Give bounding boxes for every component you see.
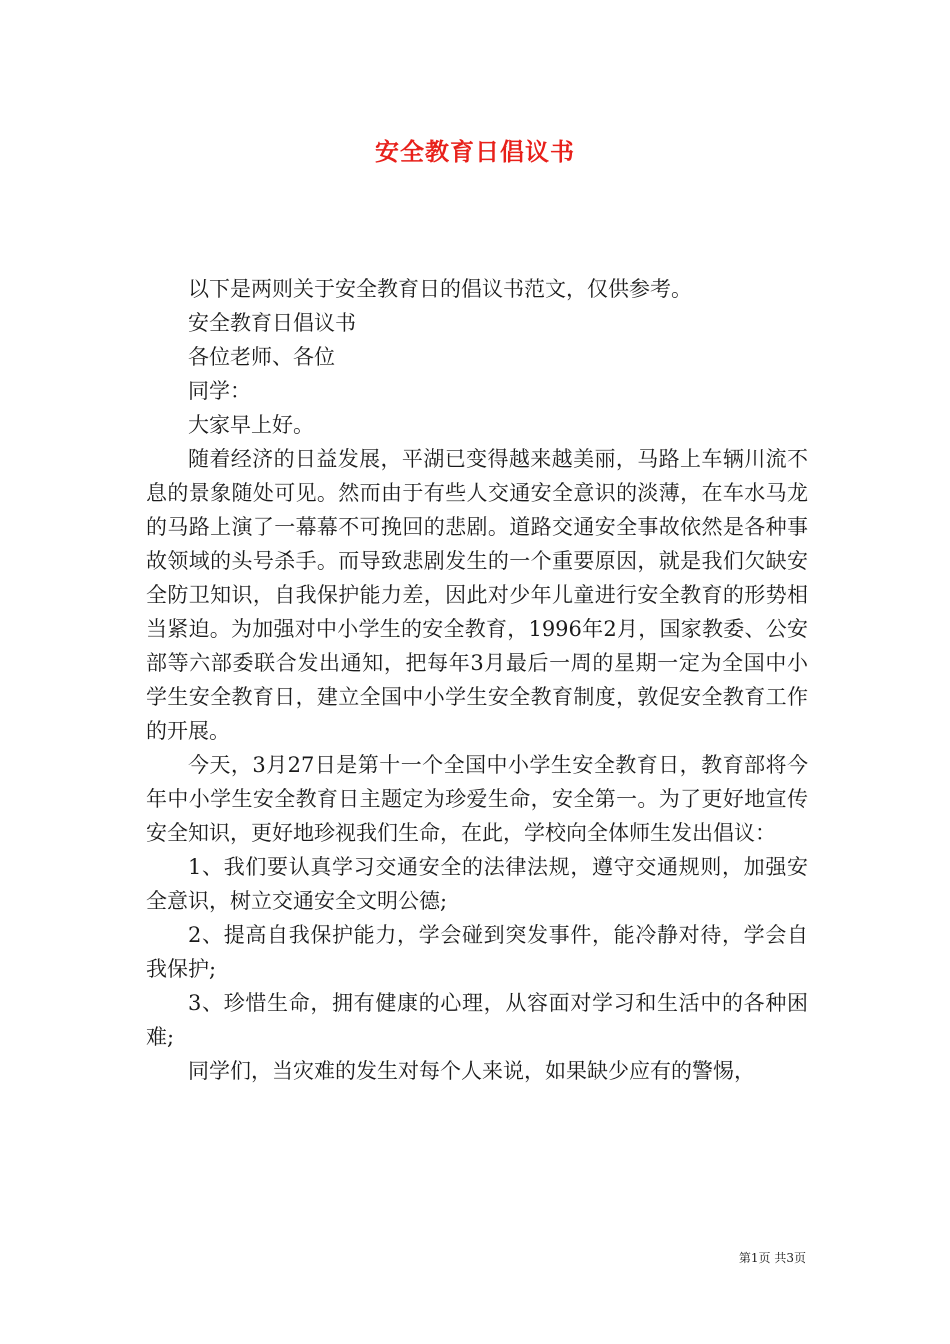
- page-number: 第1页 共3页: [738, 1251, 806, 1265]
- paragraph: 以下是两则关于安全教育日的倡议书范文，仅供参考。: [188, 277, 692, 301]
- paragraph: 同学：: [188, 379, 251, 403]
- paragraph: 随着经济的日益发展，平湖已变得越来越美丽，马路上车辆川流不息的景象随处可见。然而由于有些人交通安全意识的淡薄，在车水马龙的马路上演了一幕幕不可挽回的悲剧。道路交通安全事故依然是各种事故领域的头号杀手。而导致悲剧发生的一个重要原因，就是我们欠缺安全防卫知识，自我保护能力差，因此对少年儿童进行安全教育的形势相当紧迫。为加强对中小学生的安全教育，1996年2月，国家教委、公安部等六部委联合发出通知，把每年3月最后一周的星期一定为全国中小学生安全教育日，建立全国中小学生安全教育制度，敦促安全教育工作的开展。: [146, 447, 808, 743]
- paragraph: 3、珍惜生命，拥有健康的心理，从容面对学习和生活中的各种困难;: [146, 991, 808, 1049]
- paragraph: 2、提高自我保护能力，学会碰到突发事件，能冷静对待，学会自我保护;: [146, 923, 808, 981]
- paragraph: 各位老师、各位: [188, 345, 335, 369]
- document-title: 安全教育日倡议书: [375, 137, 575, 166]
- paragraph: 安全教育日倡议书: [188, 311, 356, 335]
- paragraph: 今天，3月27日是第十一个全国中小学生安全教育日，教育部将今年中小学生安全教育日主题定为珍爱生命，安全第一。为了更好地宣传安全知识，更好地珍视我们生命，在此，学校向全体师生发出倡议：: [146, 753, 808, 845]
- paragraph: 同学们，当灾难的发生对每个人来说，如果缺少应有的警惕，: [188, 1059, 755, 1083]
- paragraph: 大家早上好。: [188, 413, 314, 437]
- document-body: [146, 272, 808, 1088]
- paragraph: 1、我们要认真学习交通安全的法律法规，遵守交通规则，加强安全意识，树立交通安全文明公德;: [146, 855, 808, 913]
